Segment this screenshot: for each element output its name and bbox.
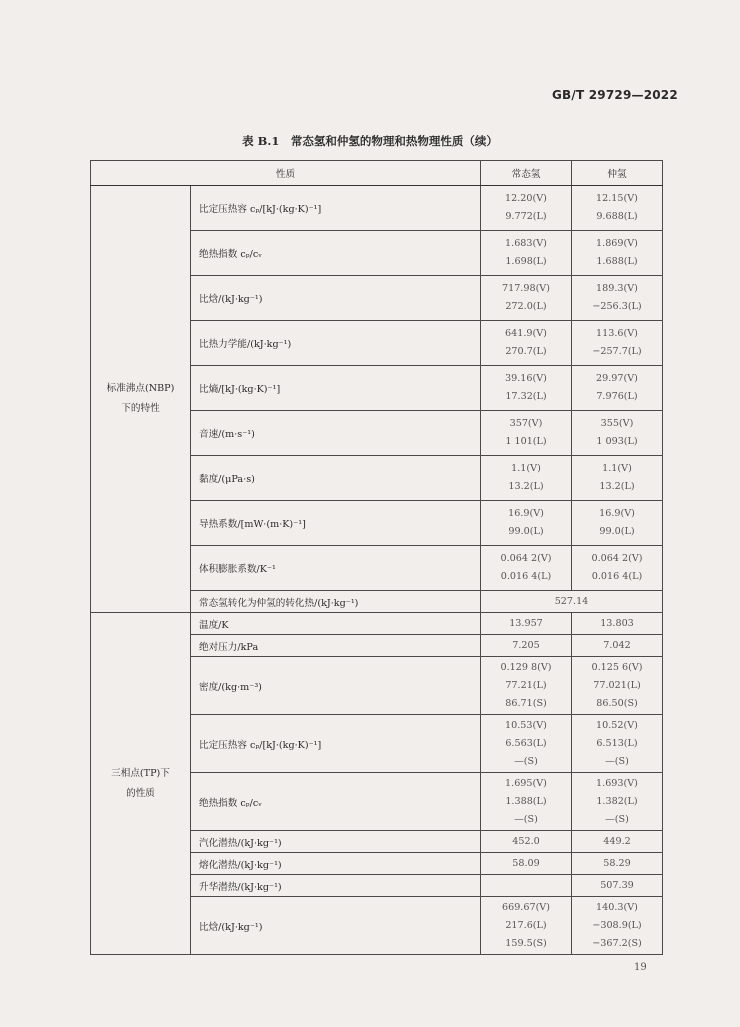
normal-hydrogen-value: [481, 715, 572, 773]
property-name: 比熵/[kJ·(kg·K)⁻¹]: [191, 366, 481, 411]
para-hydrogen-value: [572, 831, 663, 853]
value-line: 58.09: [512, 857, 540, 869]
value-line: 86.71(S): [505, 697, 547, 709]
property-name: 体积膨胀系数/K⁻¹: [191, 546, 481, 591]
property-name: 密度/(kg·m⁻³): [191, 657, 481, 715]
property-name: 熔化潜热/(kJ·kg⁻¹): [191, 853, 481, 875]
normal-hydrogen-value: [481, 276, 572, 321]
para-hydrogen-value: [572, 613, 663, 635]
value-line: 39.16(V): [505, 373, 547, 384]
value-line: 1.688(L): [596, 256, 638, 267]
property-name: 绝热指数 cₚ/cᵥ: [191, 231, 481, 276]
para-hydrogen-value: [572, 186, 663, 231]
para-hydrogen-value: [572, 875, 663, 897]
property-name: 汽化潜热/(kJ·kg⁻¹): [191, 831, 481, 853]
table-row: [91, 613, 663, 635]
normal-hydrogen-value: [481, 897, 572, 955]
value-line: 0.016 4(L): [591, 571, 643, 582]
col-header-property: 性质: [91, 161, 481, 186]
value-line: 0.125 6(V): [591, 661, 643, 673]
group-label-line: 标准沸点(NBP): [106, 383, 175, 394]
value-line: 1.382(L): [596, 795, 638, 807]
value-line: 9.772(L): [505, 211, 547, 222]
para-hydrogen-value: [572, 231, 663, 276]
para-hydrogen-value: [572, 456, 663, 501]
value-line: —(S): [605, 755, 629, 767]
value-line: 6.563(L): [505, 737, 547, 749]
col-header-para-hydrogen: 仲氢: [572, 161, 663, 186]
value-line: 13.957: [509, 617, 543, 629]
para-hydrogen-value: [572, 321, 663, 366]
group-label-line: 的性质: [126, 787, 155, 799]
para-hydrogen-value: [572, 501, 663, 546]
row-group-label: [91, 186, 191, 613]
value-line: 1 101(L): [505, 436, 547, 447]
para-hydrogen-value: [572, 366, 663, 411]
value-line: 13.803: [600, 617, 634, 629]
value-line: 159.5(S): [505, 937, 547, 949]
value-line: 12.20(V): [505, 193, 547, 204]
value-line: 0.016 4(L): [500, 571, 552, 582]
normal-hydrogen-value: [481, 875, 572, 897]
value-line: 355(V): [600, 418, 634, 429]
para-hydrogen-value: [572, 853, 663, 875]
value-line: 140.3(V): [596, 901, 638, 913]
para-hydrogen-value: [572, 635, 663, 657]
value-line: 12.15(V): [596, 193, 638, 204]
para-hydrogen-value: [572, 715, 663, 773]
value-line: 7.205: [512, 639, 540, 651]
value-line: 452.0: [512, 835, 540, 847]
value-line: —(S): [514, 755, 538, 767]
normal-hydrogen-value: [481, 186, 572, 231]
property-name: 比热力学能/(kJ·kg⁻¹): [191, 321, 481, 366]
value-line: 1.695(V): [505, 777, 547, 789]
value-line: 77.21(L): [505, 679, 547, 691]
property-name: 比焓/(kJ·kg⁻¹): [191, 897, 481, 955]
para-hydrogen-value: [572, 773, 663, 831]
normal-hydrogen-value: [481, 853, 572, 875]
group-label-line: 下的特性: [121, 403, 160, 414]
value-line: 1.1(V): [602, 463, 632, 474]
value-line: 13.2(L): [599, 481, 635, 492]
property-name: 比定压热容 cₚ/[kJ·(kg·K)⁻¹]: [191, 715, 481, 773]
para-hydrogen-value: [572, 411, 663, 456]
value-line: 16.9(V): [599, 508, 635, 519]
normal-hydrogen-value: [481, 456, 572, 501]
value-line: —(S): [514, 813, 538, 825]
group-label-line: 三相点(TP)下: [111, 767, 170, 779]
value-line: 58.29: [603, 857, 631, 869]
property-name: 常态氢转化为仲氢的转化热/(kJ·kg⁻¹): [191, 591, 481, 613]
normal-hydrogen-value: [481, 613, 572, 635]
value-line: 717.98(V): [502, 283, 550, 294]
normal-hydrogen-value: [481, 657, 572, 715]
property-name: 升华潜热/(kJ·kg⁻¹): [191, 875, 481, 897]
normal-hydrogen-value: [481, 501, 572, 546]
table-header-row: [91, 161, 663, 186]
value-line: −257.7(L): [592, 346, 642, 357]
property-name: 黏度/(μPa·s): [191, 456, 481, 501]
normal-hydrogen-value: [481, 773, 572, 831]
standard-number: GB/T 29729—2022: [552, 88, 678, 102]
value-line: —(S): [605, 813, 629, 825]
para-hydrogen-value: [572, 276, 663, 321]
value-line: 1.698(L): [505, 256, 547, 267]
value-line: 272.0(L): [505, 301, 547, 312]
value-line: 7.976(L): [596, 391, 638, 402]
value-line: 86.50(S): [596, 697, 638, 709]
value-line: 1.388(L): [505, 795, 547, 807]
normal-hydrogen-value: [481, 635, 572, 657]
property-name: 比定压热容 cₚ/[kJ·(kg·K)⁻¹]: [191, 186, 481, 231]
value-line: 16.9(V): [508, 508, 544, 519]
value-line: 17.32(L): [505, 391, 547, 402]
value-line: 270.7(L): [505, 346, 547, 357]
normal-hydrogen-value: [481, 366, 572, 411]
value-line: 6.513(L): [596, 737, 638, 749]
value-line: 449.2: [603, 835, 631, 847]
property-name: 音速/(m·s⁻¹): [191, 411, 481, 456]
merged-value: 527.14: [481, 591, 663, 613]
para-hydrogen-value: [572, 657, 663, 715]
value-line: 189.3(V): [596, 283, 638, 294]
value-line: 99.0(L): [508, 526, 544, 537]
page-number: 19: [634, 962, 647, 973]
value-line: 0.129 8(V): [500, 661, 552, 673]
value-line: 99.0(L): [599, 526, 635, 537]
value-line: 13.2(L): [508, 481, 544, 492]
col-header-normal-hydrogen: 常态氢: [481, 161, 572, 186]
value-line: 77.021(L): [593, 679, 641, 691]
para-hydrogen-value: [572, 546, 663, 591]
table-caption: 表 B.1 常态氢和仲氢的物理和热物理性质（续）: [242, 134, 498, 148]
value-line: 1 093(L): [596, 436, 638, 447]
table-row: [91, 186, 663, 231]
property-name: 绝热指数 cₚ/cᵥ: [191, 773, 481, 831]
value-line: −367.2(S): [592, 937, 642, 949]
value-line: 113.6(V): [596, 328, 638, 339]
value-line: −256.3(L): [592, 301, 642, 312]
value-line: 217.6(L): [505, 919, 547, 931]
value-line: 1.693(V): [596, 777, 638, 789]
normal-hydrogen-value: [481, 231, 572, 276]
value-line: 10.53(V): [505, 719, 547, 731]
property-name: 绝对压力/kPa: [191, 635, 481, 657]
value-line: 357(V): [509, 418, 543, 429]
value-line: 641.9(V): [505, 328, 547, 339]
value-line: 7.042: [603, 639, 631, 651]
value-line: 10.52(V): [596, 719, 638, 731]
value-line: 1.1(V): [511, 463, 541, 474]
value-line: 9.688(L): [596, 211, 638, 222]
normal-hydrogen-value: [481, 546, 572, 591]
para-hydrogen-value: [572, 897, 663, 955]
row-group-label: [91, 613, 191, 955]
value-line: 0.064 2(V): [500, 553, 552, 564]
value-line: 1.869(V): [596, 238, 638, 249]
value-line: 669.67(V): [502, 901, 550, 913]
value-line: 0.064 2(V): [591, 553, 643, 564]
normal-hydrogen-value: [481, 411, 572, 456]
properties-table: [90, 160, 663, 955]
property-name: 比焓/(kJ·kg⁻¹): [191, 276, 481, 321]
normal-hydrogen-value: [481, 321, 572, 366]
value-line: 507.39: [600, 879, 634, 891]
value-line: −308.9(L): [592, 919, 642, 931]
normal-hydrogen-value: [481, 831, 572, 853]
property-name: 导热系数/[mW·(m·K)⁻¹]: [191, 501, 481, 546]
value-line: 1.683(V): [505, 238, 547, 249]
property-name: 温度/K: [191, 613, 481, 635]
value-line: 29.97(V): [596, 373, 638, 384]
